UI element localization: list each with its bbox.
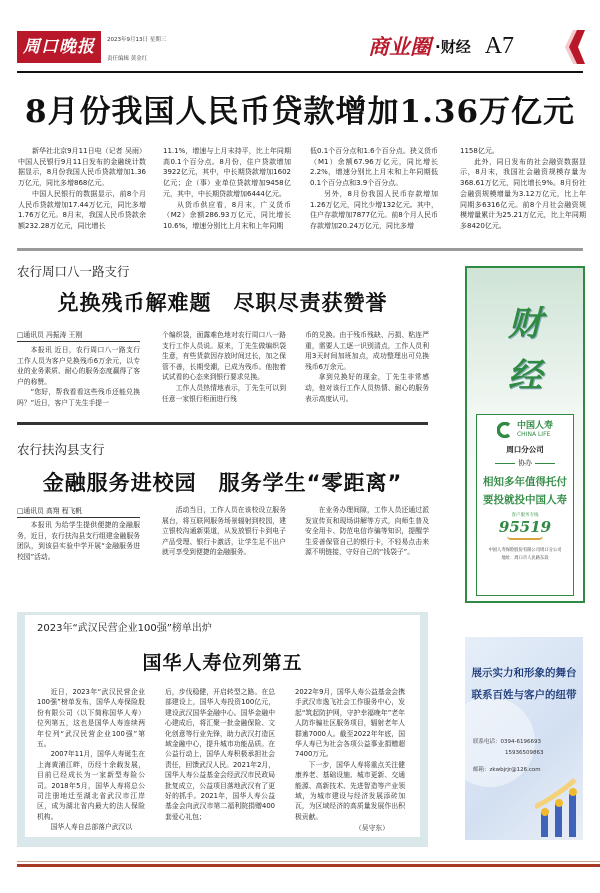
phone-number: 0394-6196693 [500, 739, 541, 745]
promo-line: 展示实力和形象的舞台 [471, 667, 577, 679]
china-life-box [476, 414, 574, 596]
story3-kicker: 农行扶沟县支行 [17, 442, 105, 457]
lead-column [18, 146, 146, 232]
china-life-logo-icon [497, 422, 513, 438]
paragraph: 新华社北京9月11日电（记者 吴雨）中国人民银行9月11日发布的金融统计数据显示，8月份我国人民币贷款增加1.36万亿元，同比多增868亿元。 [18, 147, 146, 188]
ad-footer: 中国人寿保险股份有限公司周口分公司 [488, 548, 562, 553]
section-subname: ·财经 [435, 37, 471, 56]
story4-author: （吴守东） [355, 824, 389, 832]
paragraph: 拿到兑换好的现金，丁先生非常感动，他对该行工作人员热情、耐心的服务表示高度认可。 [305, 373, 429, 403]
section-divider [17, 248, 583, 251]
story4-column [37, 687, 145, 833]
ad-cohost: 协办 [518, 459, 532, 467]
email-label: 邮箱： [473, 767, 490, 773]
paragraph: 11.1%，增速与上月末持平，比上年同期高0.1个百分点。8月份，住户贷款增加3922亿元，其中，中长期贷款增加1602亿元；企（事）业单位贷款增加9458亿元，其中，中长期贷款增加6444亿元。 [163, 147, 291, 198]
page-number: A7 [484, 32, 515, 59]
paragraph: 在业务办理间隙，工作人员还通过派发宣传页和现场讲解等方式，向师生普及安全用卡、防范电信诈骗等知识，提醒学生妥善保管自己的银行卡，不轻易点击来源不明链接，守好自己的“钱袋子”。 [305, 506, 429, 557]
editor-credit: 责任编辑 黄金红 [107, 56, 148, 62]
story3-column [305, 505, 429, 558]
paragraph: 本报讯 近日，农行周口八一路支行工作人员为客户兑换残币6万余元，以专业的业务素质、耐心的服务态度赢得了客户的称赞。 [17, 346, 140, 386]
paragraph: 后，步伐稳健，开启转型之路。在总部建设上，国华人寿投资100亿元，建设武汉国华金融中心。国华金融中心建成后，将汇聚一批金融保险、文化创意等行业先锋，助力武汉打造区域金融中心，提升城市功能品质。在公益行动上，国华人寿积极承担社会责任，回馈武汉人民。2021年2月，国华人寿公益基金会经武汉市民政局批复成立，公益项目落地武汉有了更好的抓手。2021年，国华人寿公益基金会向武汉市第二福利院捐赠400套爱心礼包； [165, 688, 275, 821]
header-rule [17, 71, 583, 73]
paragraph: 从货币供应看，8月末，广义货币（M2）余额286.93万亿元，同比增长10.6%，增速分别比上月末和上年同期 [163, 200, 291, 230]
paragraph: 国华人寿自总部落户武汉以 [50, 823, 133, 832]
paragraph: 个编织袋，面露难色地对农行周口八一路支行工作人员说。原来，丁先生做编织袋生意，有些货款因存放时间过长，加之保管不善，长期受潮，已成为残币。他抱着试试看的心态来到银行要求兑换。 [162, 331, 286, 382]
paragraph: 中国人民银行的数据显示，前8个月人民币贷款增加17.44万亿元，同比多增1.76万亿元。8月末，我国人民币贷款余额232.28万亿元，同比增长 [18, 189, 146, 230]
contact-email [473, 765, 541, 773]
story2-column [17, 345, 140, 409]
ad-slogan: 相知多年值得托付 [483, 476, 567, 488]
paragraph: 活动当日，工作人员在该校设立服务展台，将互联网服务场景辐射到校园，建立银校沟通新渠道，从发放银行卡到电子产品受理、银行卡激活，让学生足不出户就可享受到便捷的金融服务。 [162, 506, 286, 557]
story2-column [162, 330, 286, 404]
paragraph: 币的兑换。由于残币残缺、污损、粘连严重，需要人工逐一识别清点，工作人员利用3天时间加班加点，成功整理出可兑换残币6万余元。 [305, 331, 429, 371]
issue-date: 2023年9月13日 星期三 [107, 37, 167, 43]
ad-branch: 周口分公司 [506, 445, 544, 454]
brand-en: CHINA LIFE [516, 431, 551, 438]
lead-headline: 8月份我国人民币贷款增加1.36万亿元 [24, 94, 576, 130]
paragraph: 2007年11月，国华人寿诞生在上海黄浦江畔，历经十余载发展，目前已经成长为一家新型寿险公司。2018年5月，国华人寿将总公司注册地迁至湖北省武汉市江岸区，成为湖北省内最大的法人保险机构。 [37, 750, 145, 821]
paragraph: 此外，同日发布的社会融资数据显示，8月末，我国社会融资规模存量为368.61万亿元，同比增长9%。8月份社会融资规模增量为3.12万亿元，比上年同期多6316亿元。前8个月社会融资规模增量累计为25.21万亿元，比上年同期多8420亿元。 [460, 157, 586, 230]
hotline-number: 95519 [498, 518, 552, 536]
newspaper-logo: 周口晚报 [17, 31, 101, 63]
smile-swoosh [507, 536, 543, 540]
phone-number: 15936509863 [505, 750, 544, 756]
story2-kicker: 农行周口八一路支行 [17, 264, 130, 279]
story4-headline: 国华人寿位列第五 [142, 652, 303, 674]
ad-footer: 地址：周口市人民路东段 [501, 556, 549, 561]
footer-rule-thin [17, 861, 600, 862]
story3-headline: 金融服务进校园 服务学生“零距离” [42, 471, 403, 495]
paragraph: 2022年9月，国华人寿公益基金会携手武汉市逸飞社会工作服务中心，发起“筑起防护网，守护幸福晚年”老年人防诈骗社区服务项目，辐射老年人群逾7000人。截至2022年年底，国华人寿已为社会各项公益事业捐赠超7400万元。 [295, 688, 405, 759]
story2-headline: 兑换残币解难题 尽职尽责获赞誉 [57, 291, 388, 315]
lead-column [310, 146, 438, 232]
ad-char: 财 [508, 304, 542, 344]
paragraph: “您好，帮我看看这些残币还能兑换吗？”近日，客户丁先生手提一 [17, 388, 140, 407]
lead-column [163, 146, 291, 232]
promo-line: 联系百姓与客户的纽带 [471, 689, 577, 701]
story-divider [17, 422, 428, 425]
ad-space-promo[interactable] [465, 637, 583, 840]
hotline-label: 客户服务专线 [511, 513, 539, 518]
phone-label: 联系电话： [473, 739, 501, 745]
story3-column [162, 505, 286, 558]
paragraph: 1158亿元。 [460, 147, 499, 155]
story2-byline: □通讯员 冯振涛 王刚 [17, 329, 140, 342]
story4-kicker: 2023年“武汉民营企业100强”榜单出炉 [37, 623, 212, 634]
paragraph: 本报讯 为给学生提供便捷的金融服务，近日，农行扶沟县支行组建金融服务团队，到该县实验中学开展“金融服务进校园”活动。 [17, 521, 140, 561]
paragraph: 下一步，国华人寿将重点关注健康养老、基础设施、城市更新、交通能源、高新技术、先进智造等产业领域，为城市建设与经济发展添砖加瓦，为区域经济的高质量发展作出积极贡献。 [295, 760, 405, 821]
email-address: zkwbjrjr@126.com [489, 767, 541, 773]
story3-byline: □通讯员 高翔 程飞帆 [17, 505, 140, 518]
story4-column [295, 687, 405, 822]
footer-rule-thick [17, 864, 600, 867]
lead-column [460, 146, 586, 232]
ad-slogan: 要投就投中国人寿 [483, 494, 567, 506]
ad-char: 经 [508, 356, 542, 396]
contact-phone [473, 737, 541, 745]
paragraph: 低0.1个百分点和1.6个百分点。狭义货币（M1）余额67.96万亿元，同比增长2.2%，增速分别比上月末和上年同期低0.1个百分点和3.9个百分点。 [310, 147, 438, 188]
paragraph: 另外，8月份我国人民币存款增加1.26万亿元，同比少增132亿元。其中，住户存款增加7877亿元。前8个月人民币存款增加20.24万亿元，同比多增 [310, 189, 438, 230]
paragraph: 近日，2023年“武汉民营企业100强”榜单发布，国华人寿保险股份有限公司（以下简称国华人寿）位列第五，这也是国华人寿连续两年位列“武汉民营企业100强”第五。 [37, 688, 145, 749]
paragraph: 工作人员热情地表示，丁先生可以到任意一家银行柜面进行残 [162, 383, 286, 403]
section-name: 商业圈 [368, 34, 431, 59]
story2-column [305, 330, 429, 404]
ad-cohost-row [477, 458, 573, 468]
chevron-left-icon [563, 30, 585, 64]
story4-column [165, 687, 275, 822]
section-header [368, 28, 514, 64]
china-life-ad[interactable] [465, 266, 585, 603]
brand-cn: 中国人寿 [516, 421, 553, 431]
story3-column [17, 520, 140, 562]
growth-chart-icon [535, 772, 583, 840]
